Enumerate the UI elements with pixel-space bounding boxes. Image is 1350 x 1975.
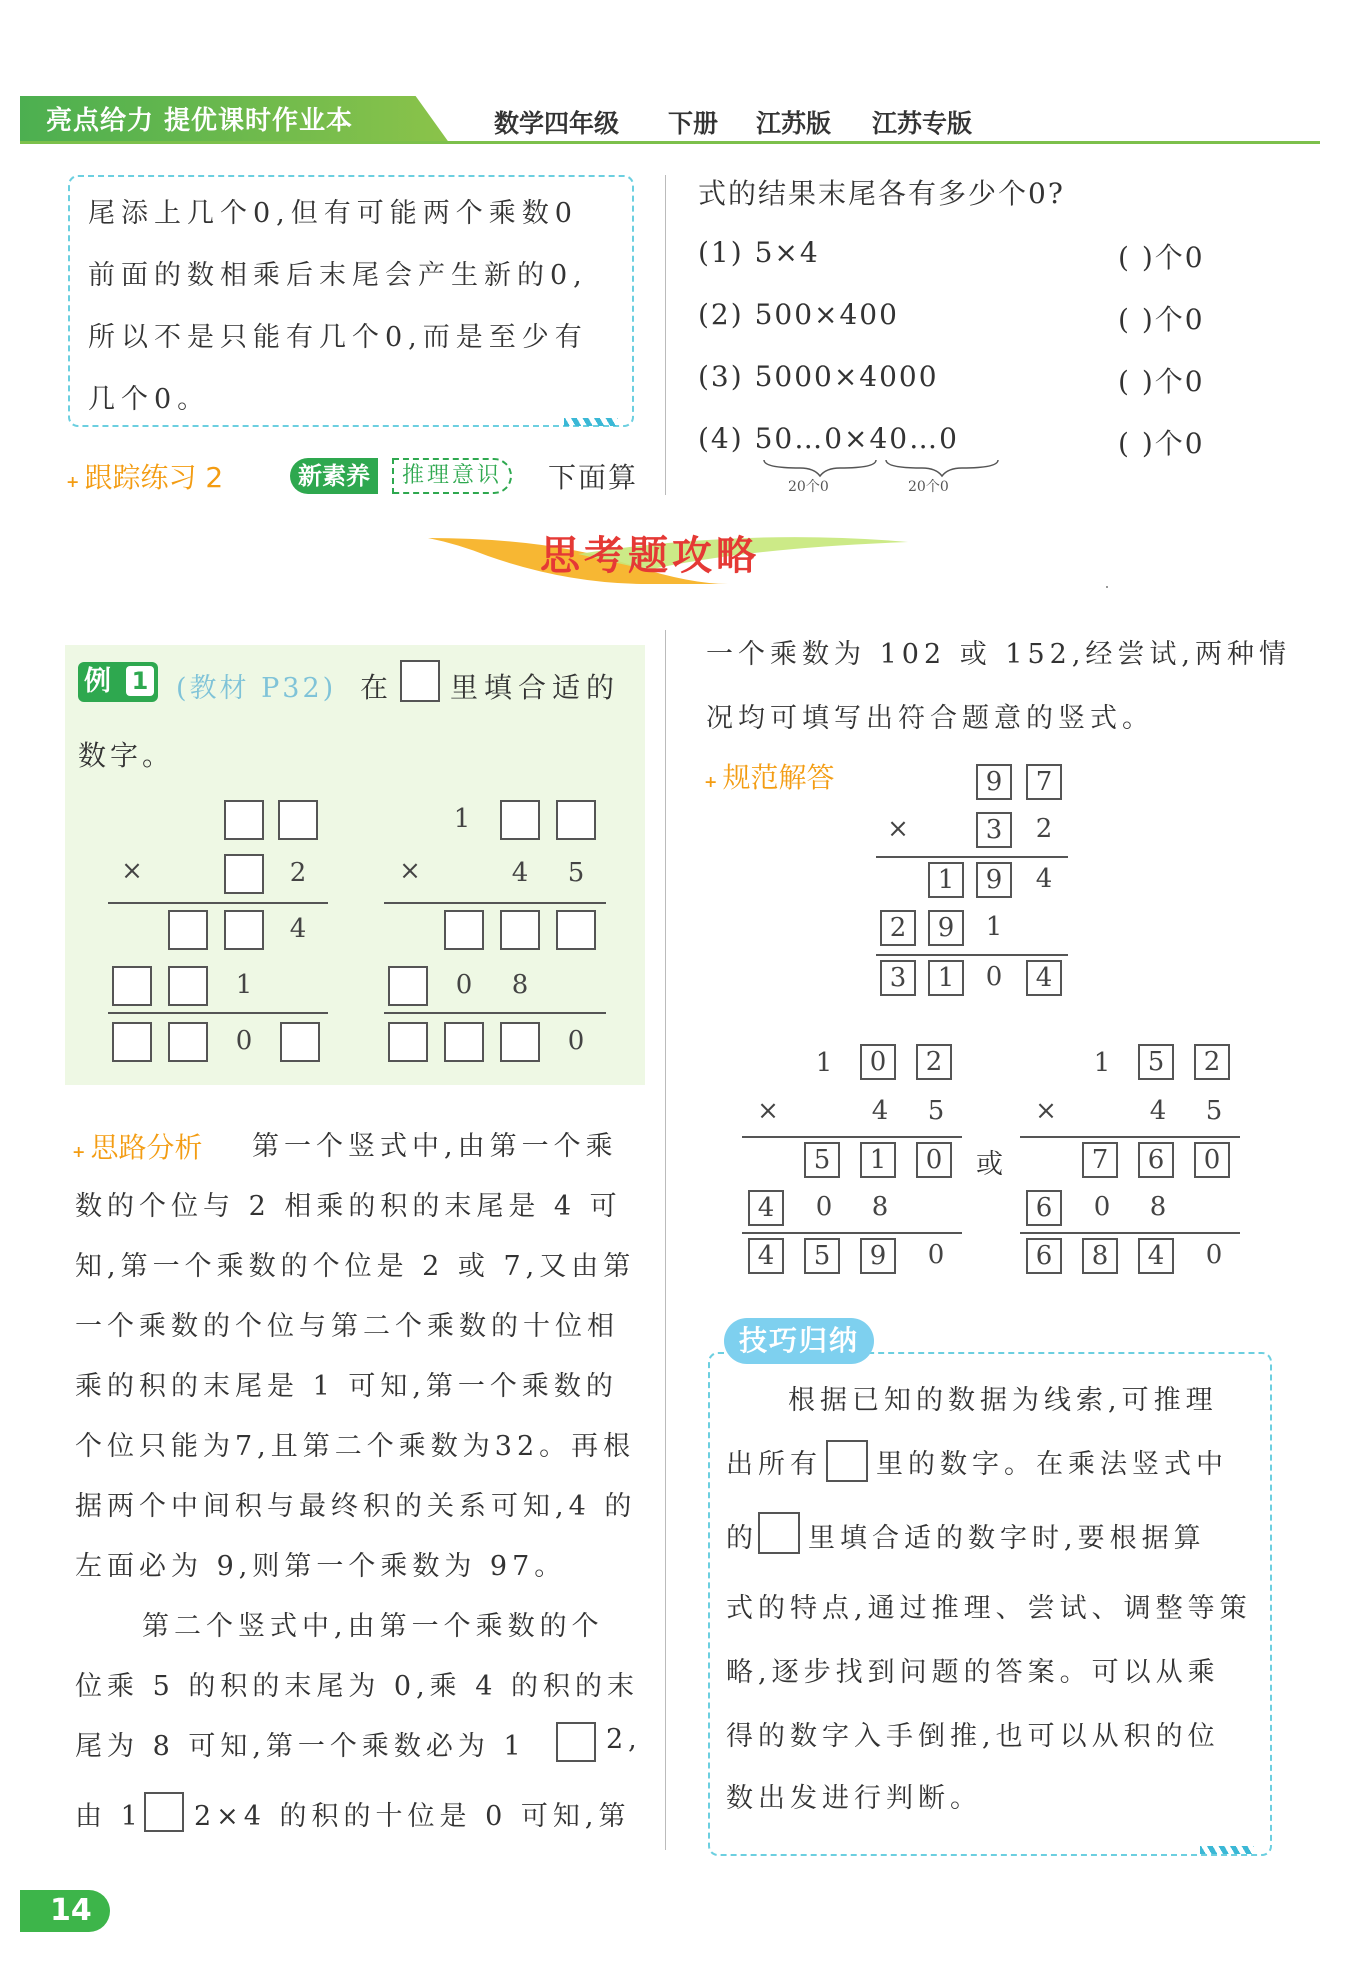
digit: 5 (567, 858, 585, 888)
answer-box: 2 (916, 1044, 952, 1080)
analysis-line: 第二个竖式中,由第一个乘数的个 (142, 1611, 604, 1642)
digit: 4 (1035, 864, 1053, 894)
answer-box: 1 (928, 960, 964, 996)
header-grade: 数学四年级 (494, 109, 620, 138)
solution-label: 规范解答 (722, 761, 835, 794)
digit: 1 (453, 804, 471, 834)
analysis-line: 左面必为 9,则第一个乘数为 97。 (75, 1551, 567, 1582)
blank-box[interactable] (168, 910, 208, 950)
blank-box[interactable] (500, 910, 540, 950)
section-banner-title: 思考题攻略 (540, 533, 760, 579)
book-brand: 亮点给力 提优课时作业本 (46, 106, 354, 136)
practice-label: 跟踪练习 2 (84, 461, 224, 494)
digit: 0 (235, 1026, 253, 1056)
calc-rule (384, 902, 606, 904)
answer-box: 4 (748, 1190, 784, 1226)
page-number: 14 (20, 1890, 110, 1932)
textbook-ref: (教材 P32) (176, 673, 337, 704)
times-sign: × (887, 814, 909, 844)
blank-box[interactable] (168, 966, 208, 1006)
digit: 1 (235, 970, 253, 1000)
question-answer: ( )个0 (1118, 241, 1205, 274)
calc-rule (384, 1012, 606, 1014)
tips-line: 式的特点,通过推理、尝试、调整等策 (726, 1593, 1252, 1624)
note-box (68, 175, 634, 427)
header-special: 江苏专版 (872, 109, 973, 138)
answer-box: 1 (928, 862, 964, 898)
tips-line: 数出发进行判断。 (726, 1783, 982, 1814)
question-answer: ( )个0 (1118, 427, 1205, 460)
analysis-line: 知,第一个乘数的个位是 2 或 7,又由第 (75, 1251, 636, 1282)
answer-box: 4 (1138, 1238, 1174, 1274)
answer-box: 9 (976, 862, 1012, 898)
digit: 2 (289, 858, 307, 888)
digit: 0 (567, 1026, 585, 1056)
blank-box (400, 660, 440, 702)
digit: 0 (927, 1240, 945, 1270)
blank-box[interactable] (388, 966, 428, 1006)
question-expr: (1) 5×4 (698, 236, 820, 269)
digit: 4 (871, 1096, 889, 1126)
example-prompt-c: 数字。 (78, 739, 175, 772)
question-expr: (4) 50…0×40…0 (698, 422, 959, 455)
tips-title: 技巧归纳 (724, 1318, 874, 1364)
solution-intro: 况均可填写出符合题意的竖式。 (706, 703, 1154, 734)
answer-box: 4 (748, 1238, 784, 1274)
answer-box: 7 (1082, 1142, 1118, 1178)
analysis-line: 第一个竖式中,由第一个乘 (252, 1131, 618, 1162)
answer-box: 5 (804, 1142, 840, 1178)
blank-box[interactable] (224, 910, 264, 950)
blank-box[interactable] (168, 1022, 208, 1062)
digit: 5 (927, 1096, 945, 1126)
times-sign: × (399, 856, 421, 886)
tips-line: 略,逐步找到问题的答案。可以从乘 (726, 1657, 1220, 1688)
speck (1106, 586, 1108, 588)
note-line: 所以不是只能有几个0,而是至少有 (88, 322, 588, 353)
example-prompt-a: 在 (360, 671, 393, 704)
analysis-line: 个位只能为7,且第二个乘数为32。再根 (75, 1431, 636, 1462)
tips-line: 根据已知的数据为线索,可推理 (788, 1385, 1218, 1416)
analysis-line: 据两个中间积与最终积的关系可知,4 的 (75, 1491, 637, 1522)
answer-box: 9 (976, 764, 1012, 800)
example-number: 1 (126, 666, 154, 696)
analysis-line: 2×4 的积的十位是 0 可知,第 (194, 1801, 631, 1832)
answer-box: 3 (976, 812, 1012, 848)
answer-box: 0 (860, 1044, 896, 1080)
answer-box: 1 (860, 1142, 896, 1178)
analysis-label: 思路分析 (90, 1131, 203, 1164)
calc-rule (108, 902, 328, 904)
underbrace-icon (760, 458, 1020, 478)
tips-line: 里填合适的数字时,要根据算 (808, 1523, 1206, 1554)
analysis-line: 位乘 5 的积的末尾为 0,乘 4 的积的末 (75, 1671, 640, 1702)
practice-continuation: 式的结果末尾各有多少个0? (698, 177, 1065, 210)
brace-label: 20个0 (788, 479, 829, 495)
digit: 5 (1205, 1096, 1223, 1126)
analysis-line: 一个乘数的个位与第二个乘数的十位相 (75, 1311, 619, 1342)
tips-line: 的 (726, 1523, 758, 1554)
question-answer: ( )个0 (1118, 365, 1205, 398)
calc-rule (108, 1012, 328, 1014)
answer-box: 0 (916, 1142, 952, 1178)
practice-heading (66, 456, 223, 496)
blank-box[interactable] (112, 966, 152, 1006)
blank-box[interactable] (224, 800, 264, 840)
or-label: 或 (976, 1149, 1003, 1180)
calc-rule (742, 1136, 962, 1138)
digit: 0 (815, 1192, 833, 1222)
analysis-line: 数的个位与 2 相乘的积的末尾是 4 可 (75, 1191, 622, 1222)
plus-icon: + (66, 472, 80, 491)
tips-line: 出所有 (726, 1449, 822, 1480)
stripe-decoration (1200, 1846, 1254, 1854)
digit: 8 (511, 970, 529, 1000)
blank-box[interactable] (444, 910, 484, 950)
column-divider (665, 175, 666, 495)
digit: 0 (455, 970, 473, 1000)
calc-rule (742, 1232, 962, 1234)
answer-box: 0 (1194, 1142, 1230, 1178)
literacy-tag: 新素养 (290, 458, 378, 494)
analysis-line: 由 1 (75, 1801, 143, 1832)
digit: 0 (1205, 1240, 1223, 1270)
digit: 1 (815, 1048, 833, 1078)
blank-box (144, 1792, 184, 1832)
blank-box (758, 1512, 800, 1554)
digit: 1 (985, 912, 1003, 942)
calc-rule (876, 856, 1068, 858)
tips-line: 里的数字。在乘法竖式中 (876, 1449, 1228, 1480)
note-line: 前面的数相乘后末尾会产生新的0, (88, 260, 588, 291)
practice-lead: 下面算 (548, 461, 639, 494)
blank-box[interactable] (388, 1022, 428, 1062)
blank-box[interactable] (224, 854, 264, 894)
answer-box: 4 (1026, 960, 1062, 996)
blank-box[interactable] (444, 1022, 484, 1062)
blank-box[interactable] (556, 910, 596, 950)
times-sign: × (121, 856, 143, 886)
times-sign: × (757, 1096, 779, 1126)
question-answer: ( )个0 (1118, 303, 1205, 336)
note-line: 尾添上几个0,但有可能两个乘数0 (88, 198, 578, 229)
question-expr: (3) 5000×4000 (698, 360, 939, 393)
blank-box[interactable] (280, 1022, 320, 1062)
digit: 4 (289, 914, 307, 944)
answer-box: 2 (1194, 1044, 1230, 1080)
question-expr: (2) 500×400 (698, 298, 899, 331)
plus-icon: + (72, 1142, 86, 1161)
calc-rule (1020, 1232, 1240, 1234)
answer-box: 8 (1082, 1238, 1118, 1274)
answer-box: 5 (1138, 1044, 1174, 1080)
example-badge: 例 (78, 662, 158, 702)
answer-box: 2 (880, 910, 916, 946)
digit: 4 (511, 858, 529, 888)
blank-box[interactable] (500, 1022, 540, 1062)
header-rule (20, 141, 1320, 144)
solution-intro: 一个乘数为 102 或 152,经尝试,两种情 (706, 639, 1291, 670)
calc-rule (1020, 1136, 1240, 1138)
header-edition: 江苏版 (756, 109, 832, 138)
calc-rule (876, 954, 1068, 956)
literacy-subtag: 推理意识 (392, 458, 512, 494)
digit: 8 (871, 1192, 889, 1222)
stripe-decoration (564, 418, 618, 426)
blank-box[interactable] (556, 800, 596, 840)
solution-heading (704, 756, 835, 796)
digit: 8 (1149, 1192, 1167, 1222)
tips-line: 得的数字入手倒推,也可以从积的位 (726, 1721, 1220, 1752)
digit: 1 (1093, 1048, 1111, 1078)
blank-box (826, 1440, 868, 1482)
analysis-line: 尾为 8 可知,第一个乘数必为 1 (75, 1731, 526, 1762)
answer-box: 6 (1026, 1238, 1062, 1274)
times-sign: × (1035, 1096, 1057, 1126)
example-prompt-b: 里填合适的 (450, 671, 621, 704)
digit: 0 (1093, 1192, 1111, 1222)
analysis-line: 2, (606, 1724, 642, 1755)
blank-box (556, 1722, 596, 1762)
digit: 4 (1149, 1096, 1167, 1126)
answer-box: 3 (880, 960, 916, 996)
header-volume: 下册 (668, 109, 719, 138)
blank-box[interactable] (500, 800, 540, 840)
answer-box: 6 (1026, 1190, 1062, 1226)
blank-box[interactable] (278, 800, 318, 840)
blank-box[interactable] (112, 1022, 152, 1062)
brace-label: 20个0 (908, 479, 949, 495)
column-divider (665, 630, 666, 1850)
analysis-heading (72, 1126, 203, 1166)
note-line: 几个0。 (88, 384, 211, 415)
answer-box: 9 (928, 910, 964, 946)
digit: 2 (1035, 814, 1053, 844)
answer-box: 5 (804, 1238, 840, 1274)
answer-box: 6 (1138, 1142, 1174, 1178)
answer-box: 7 (1026, 764, 1062, 800)
plus-icon: + (704, 772, 718, 791)
analysis-line: 乘的积的末尾是 1 可知,第一个乘数的 (75, 1371, 618, 1402)
digit: 0 (985, 962, 1003, 992)
answer-box: 9 (860, 1238, 896, 1274)
